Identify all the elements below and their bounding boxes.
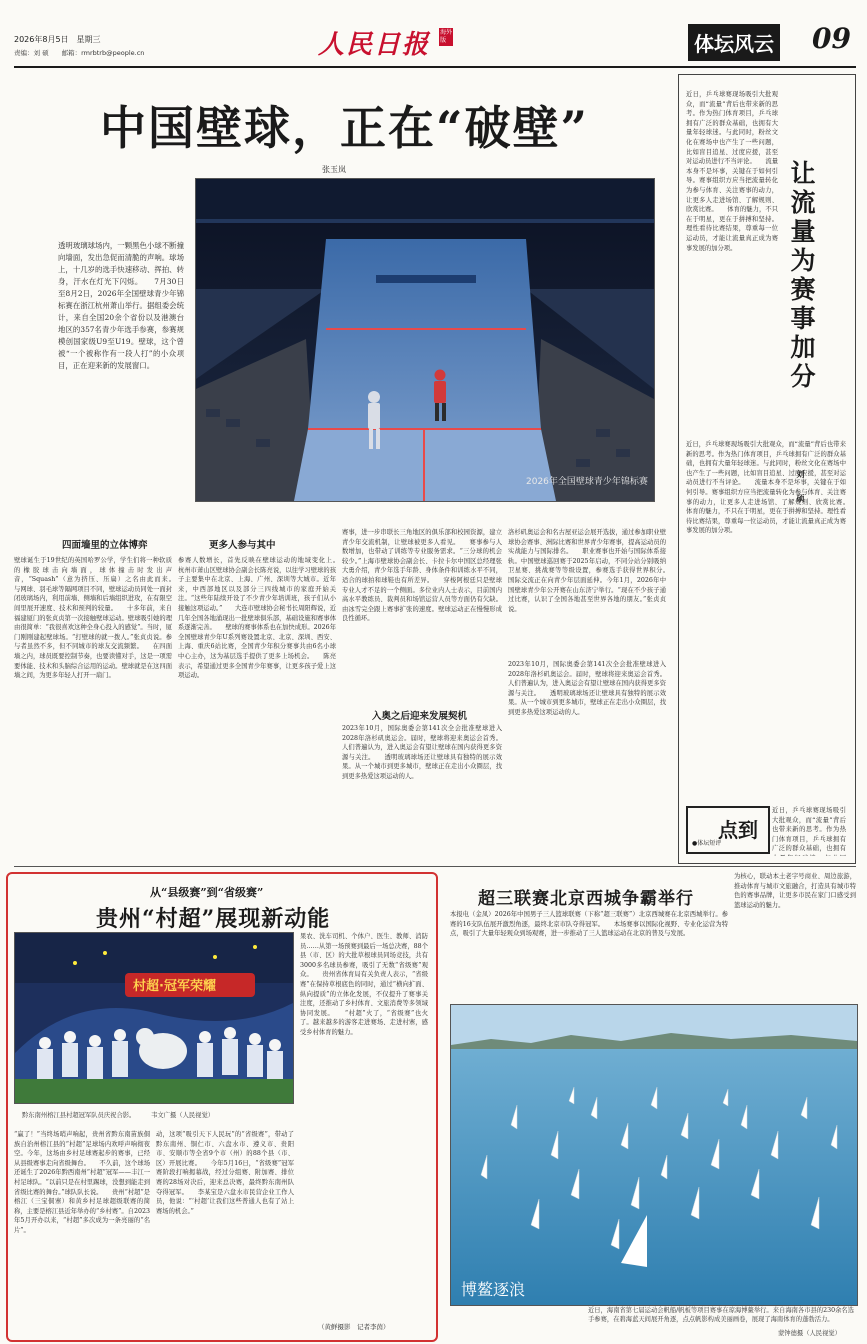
lead-col2-text: 参赛人数增长，首先反映在壁球运动的地域变化上。 杭州市萧山区壁球协会副会长陈亮说，以往学习壁球的孩子主要集中在北京、上海、广州、深圳等大城市。近年来，中西部地区以及部分三四线城市的家庭开始关注。“这些年陆续开设了不少青少年培训班，孩子们从小接触这项运动。” 大连市壁球协会秘书长周阳辉说，近几年全国各地涌现出一批壁球俱乐部，基础设施和赛事体系逐渐完善。 壁球的赛事体系也在加快成形。2026年全国壁球青少年U系列赛设置北京、北京、深圳、西安、上海、重庆6站比赛，全国青少年积分赛事共由6名小球中心主办，这为基层选手提供了更多上场机会。 陈亮表示，希望通过更多全国青少年赛事，让更多孩子爱上这项运动。 xyxy=(178,557,336,680)
newspaper-logo xyxy=(318,24,528,58)
feature-photo-caption: 黔东南州榕江县村超冠军队员庆祝合影。 韦文广摄（人民视觉） xyxy=(22,1112,215,1119)
feature-title: 贵州“村超”展现新动能 xyxy=(96,906,331,932)
news-title: 超三联赛北京西城争霸举行 xyxy=(478,889,694,909)
photo-title: 博鳌逐浪 xyxy=(461,1280,526,1299)
editor-line: 责编：刘 硕 邮箱：rmrbtrb@people.cn xyxy=(14,49,145,57)
lead-title: 中国壁球，正在“破壁” xyxy=(100,101,589,155)
logo-badge: 海外版 xyxy=(440,29,453,44)
page-date: 2026年8月5日 星期三 xyxy=(14,35,101,44)
commentary-text: 近日，乒乓球赛现场吸引大批观众，而“流量”背后也带来新的思考。作为热门体育项目，乒乓球拥有广泛的群众基础，也拥有大量年轻球迷。与此同时，粉丝文化在赛场中也产生了一些问题，比如盲目追星、过度应援，甚至对运动员进行不当评论。 流量本身不是坏事，关键在于如何引导。赛事组织方应当把流量转化为参与体育、关注赛事的动力，让更多人走进场馆、了解规则、欣赏比赛。 体育的魅力，不只在于明星，更在于拼搏和坚持。理性看待比赛结果，尊重每一位运动员，才能让流量真正成为赛事发展的加分项。 xyxy=(686,91,778,252)
masthead-rule xyxy=(14,66,856,68)
news-text-2: 为核心，联动本土老字号商业、周边旅游，推动体育与城市文旅融合，打造具有城市特色的赛事品牌，让更多市民在家门口感受到篮球运动的魅力。 xyxy=(734,873,856,909)
section-divider xyxy=(14,866,856,867)
feature-author: （黄鲜摄影 记者李茵） xyxy=(318,1323,390,1331)
sailing-illustration xyxy=(451,1005,857,1305)
stamp-sub: ●体坛短评 xyxy=(692,840,722,847)
commentary-text-end: 近日，乒乓球赛现场吸引大批观众，而“流量”背后也带来新的思考。作为热门体育项目，乒乓球拥有广泛的群众基础，也拥有 xyxy=(772,807,846,853)
sail-credit: 蒙钟德摄（人民视觉） xyxy=(778,1330,841,1337)
commentary-author: 刘 硕 xyxy=(796,470,806,506)
celebration-illustration xyxy=(15,933,293,1103)
photo-banner: 村超·冠军荣耀 xyxy=(133,979,216,994)
lead-col2-heading: 更多人参与其中 xyxy=(209,540,276,551)
lead-intro: 透明玻璃球场内，一颗黑色小球不断撞向墙面，发出急促而清脆的声响。球场上，十几岁的选手快速移动、挥拍、转身，汗水在灯光下闪烁。 7月30日至8月2日，2026年全国壁球青少年锦标赛在浙江杭州萧山举行。据组委会统计，来自全国20余个省份以及港澳台地区的357名青少年选手参赛，参赛规模创国家级U9至U19。壁球，这个曾被“一个被称作有一段人打”的小众项目，正在迎来新的发展窗口。 xyxy=(58,241,184,370)
feature-text-right: 果农、洗车司机、个体户、医生、教师、消防员……从第一场预赛到最后一场总决赛，88个县（市、区）的大批草根球员同场竞技，共有3000多名球员参赛，吸引了无数“省级赛”观众。 贵州省体育局有关负责人表示，“省级赛”在保持草根底色的同时，通过“横向扩面、纵向提质”的立体化发展，不仅提升了赛事关注度，还推动了乡村体育、文旅消费等多领域协同发展。 “村超”火了，“省级赛”也火了。越来越多的游客走进赛场、走进村寨，感受乡村体育的魅力。 xyxy=(300,933,428,1036)
lead-col4-text: 洛杉矶奥运会和名古屋亚运会展开选拔，通过参加职业壁球协会赛事、洲际比赛和世界青少年赛事，提高运动员的实战能力与国际排名。 职业赛事也开始与国际体系接轨。中国壁球巡回赛于2025年启动，不同分站分别吸纳卫星赛、挑战赛等等级设置，参赛选手获得世界积分。 国际交流正在向青少年层面延伸。今年1月，2026年中国壁球青少年公开赛在山东济宁举行。“现在不少孩子通过比赛，认识了全国各地甚至世界各地的朋友。”张贞贞说。 xyxy=(508,529,666,613)
commentary-text-lower: 近日，乒乓球赛现场吸引大批观众，而“流量”背后也带来新的思考。作为热门体育项目，乒乓球拥有广泛的群众基础，也拥有大量年轻球迷。与此同时，粉丝文化在赛场中也产生了一些问题，比如盲目追星、过度应援，甚至对运动员进行不当评论。 流量本身不是坏事，关键在于如何引导。赛事组织方应当把流量转化为参与体育、关注赛事的动力，让更多人走进场馆、了解规则、欣赏比赛。 体育的魅力，不只在于明星，更在于拼搏和坚持。理性看待比赛结果，尊重每一位运动员，才能让流量真正成为赛事发展的加分项。 xyxy=(686,441,846,535)
stamp-label: 点到 xyxy=(718,818,758,842)
lead-col3-text: 赛事，进一步串联长三角地区的俱乐部和校园资源，建立青少年交流机制，让壁球被更多人看见。 赛事参与人数增加，也带动了训练等专业服务需求。“三分球的机会较少。”上海市壁球协会副会长、卡拉卡尔中国区总经理张大勇介绍，青少年选手年龄、身体条件和训练水平不同，适合的球拍和球鞋也有所差异。 穿梭阿根廷只是壁球专业人才不足的一个侧面。多位业内人士表示，目前国内高水平教练员、裁判员和场馆运营人员等方面仍有欠缺。由冰雪完全跟上赛事扩张的速度。壁球运动正在慢慢形成良性循环。 xyxy=(342,529,502,623)
lead-col1-text: 壁球诞生于19世纪的英国哈罗公学，学生们将一种软质的橡胶球击向墙面，球体撞击时发出声音，“Squash”（意为挤压、压扁）之名由此而来。 与网球、羽毛球等隔网项目不同，壁球运动员同处一面封闭玻璃场内，利用前墙、侧墙和后墙组织进攻，在有限空间里展开速度、技术和预判的较量。 十多年前，来自福建厦门的张贞贞第一次接触壁球运动。壁球吸引她的理由很简单：“我很喜欢这种全身心投入的感觉”。当时，厦门刚刚建起壁球场。“打壁球的就一拨人。”张贞贞说。参与者虽然不多，但不同城市的球友交流频繁。 在四面墙之内，球员既要控制节奏，也要读懂对手，这是一项需要体能、技术和头脑综合运用的运动。壁球就是在这四面墙之间，为更多年轻人打开一扇门。 xyxy=(14,557,172,680)
feature-kicker: 从“县级赛”到“省级赛” xyxy=(150,886,264,899)
page-number: 09 xyxy=(812,22,851,55)
squash-court-photo xyxy=(195,178,655,502)
news-text: 本报电（金凤）2026年中国男子三人篮球联赛（下称“超三联赛”）北京西城赛在北京西城举行。参赛的16支队伍展开激烈角逐，最终北京市队夺得冠军。 本场赛事以国际化视野、专业化运营为特点，吸引了大量年轻观众到场观赛，进一步推动了三人篮球运动在北京的普及与发展。 xyxy=(450,911,728,938)
feature-text-a: “赢了！”当终场哨声响起，贵州省黔东南苗族侗族自治州榕江县的“村超”足球场内欢呼声响彻夜空。今年，这场由乡村足球赛起步的赛事，已经从县级赛事走向省级舞台。 不久前，这个球场还诞生了2026年黔西南州“村超”冠军——丰江一村足球队。“以前只是在村里踢球，没想到能走到省级比赛的舞台。”球队队长说。 贵州“村超”是榕江（三宝侗寨）和黄乡村足球超级联赛的简称，主要是榕江县近年举办的“乡村赛”。自2023年5月开办以来，“村超”多次成为一条亮丽的“名片”。 xyxy=(14,1131,150,1234)
section-title: 体坛风云 xyxy=(688,24,780,61)
village-football-photo xyxy=(14,932,294,1104)
sail-caption: 近日，海南省第七届运动会帆船/帆板等项目赛事在琼海博鳌举行。来自海南各市县的230余名选手参赛，在碧海蓝天间展开角逐，点点帆影构成美丽画卷，展现了海南体育的蓬勃活力。 xyxy=(588,1307,855,1323)
lead-byline: 张玉岚 xyxy=(322,165,346,174)
lead-col4-heading: 入奥之后迎来发展契机 xyxy=(372,711,468,722)
feature-text-b: 动，这项“吸引天下人民玩”的“省级赛”，带动了黔东南州、铜仁市、六盘水市、遵义市、贵阳市、安顺市等全省9个市（州）的88个县（市、区）开展比赛。 今年5月16日，“省级赛”冠军赛阶段打响揭幕战，经过分组赛、附加赛、排位赛的28场对决后，迎来总决赛，最终黔东南州队夺得冠军。 李某宝是六盘水市民营企业工作人员，他说：“‘村超’让我们这些普通人也有了站上赛场的机会。” xyxy=(156,1131,294,1215)
squash-court-illustration xyxy=(196,179,654,501)
sailing-photo xyxy=(450,1004,858,1306)
logo-text: 人民日报 xyxy=(318,30,431,60)
lead-col4-text2: 2023年10月，国际奥委会第141次全会批准壁球进入2028年洛杉矶奥运会。届时，壁球将迎来奥运会首秀。人们普遍认为，进入奥运会有望让壁球在国内获得更多资源与关注。 透明玻璃球场还让壁球具有独特的展示效果。从一个城市到更多城市，壁球正在走出小众圈层，找到更多热爱这项运动的人。 xyxy=(342,725,502,780)
commentary-stamp xyxy=(686,806,770,854)
lead-col1-heading: 四面墙里的立体博弈 xyxy=(62,540,148,551)
commentary-title: 让流量为赛事加分 xyxy=(787,160,816,392)
lead-col5-text: 2023年10月，国际奥委会第141次全会批准壁球进入2028年洛杉矶奥运会。届时，壁球将迎来奥运会首秀。人们普遍认为，进入奥运会有望让壁球在国内获得更多资源与关注。 透明玻璃球场还让壁球具有独特的展示效果。从一个城市到更多城市，壁球正在走出小众圈层，找到更多热爱这项运动的人。 xyxy=(508,661,666,716)
photo-watermark: 2026年全国壁球青少年锦标赛 xyxy=(526,477,648,487)
